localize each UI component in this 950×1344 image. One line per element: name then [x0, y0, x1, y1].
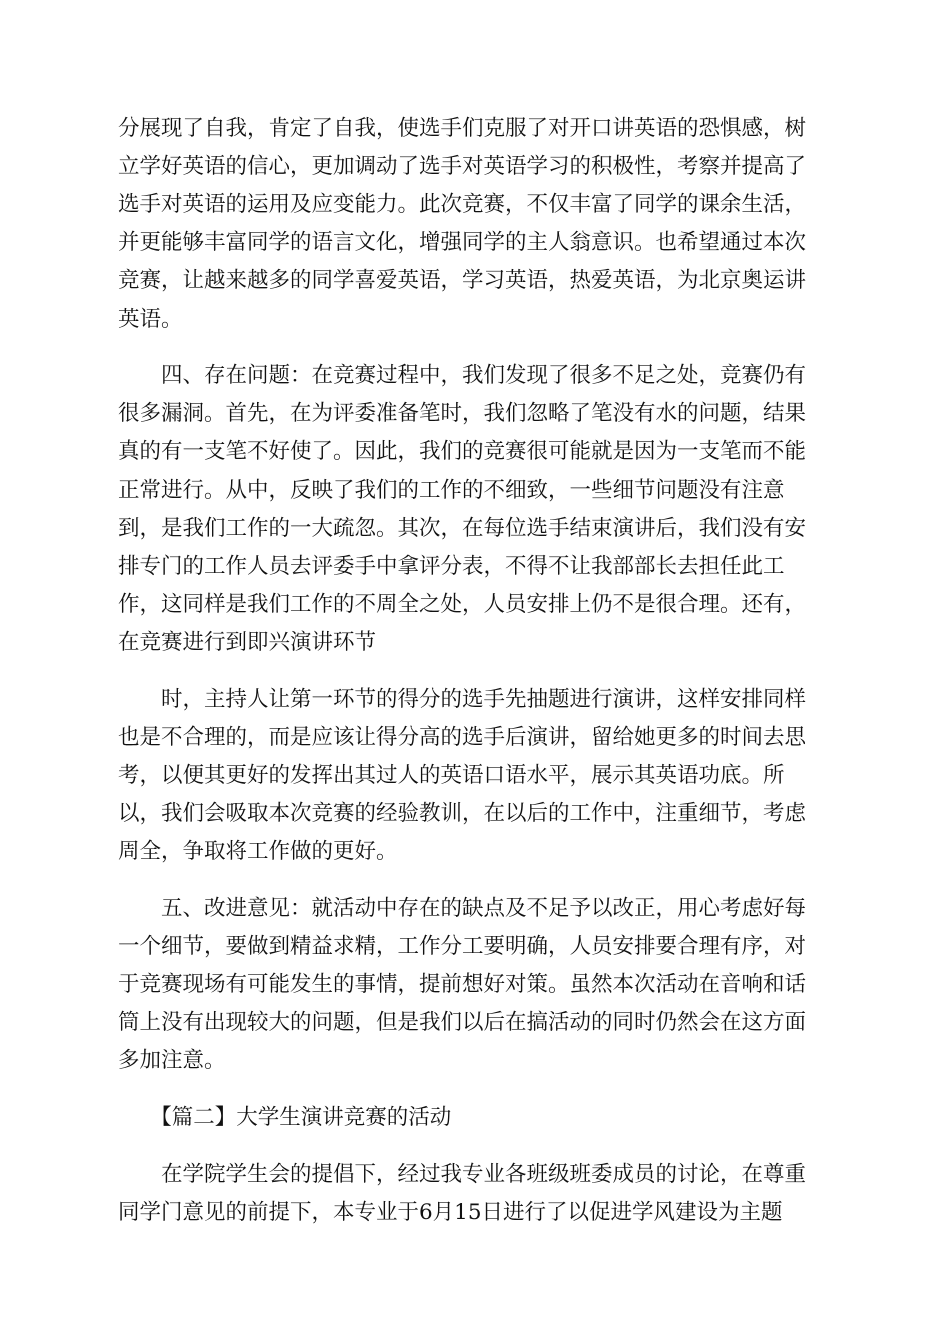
text-line: 筒上没有出现较大的问题，但是我们以后在搞活动的同时仍然会在这方面 [118, 1010, 807, 1035]
text-line: 于竞赛现场有可能发生的事情，提前想好对策。虽然本次活动在音响和话 [118, 972, 807, 997]
text-line: 很多漏洞。首先，在为评委准备笔时，我们忽略了笔没有水的问题，结果 [118, 401, 807, 426]
text-line: 在学院学生会的提倡下，经过我专业各班级班委成员的讨论，在尊重 [118, 1162, 807, 1187]
text-line: 立学好英语的信心，更加调动了选手对英语学习的积极性，考察并提高了 [118, 154, 807, 179]
text-line: 分展现了自我，肯定了自我，使选手们克服了对开口讲英语的恐惧感，树 [118, 116, 807, 141]
text-line: 竞赛，让越来越多的同学喜爱英语，学习英语，热爱英语，为北京奥运讲 [118, 268, 807, 293]
text-line: 考，以便其更好的发挥出其过人的英语口语水平，展示其英语功底。所 [118, 763, 785, 788]
text-line: 周全，争取将工作做的更好。 [118, 839, 398, 864]
text-line: 并更能够丰富同学的语言文化，增强同学的主人翁意识。也希望通过本次 [118, 230, 807, 255]
text-line: 英语。 [118, 307, 183, 332]
text-line: 五、改进意见：就活动中存在的缺点及不足予以改正，用心考虑好每 [118, 896, 807, 921]
text-line: 也是不合理的，而是应该让得分高的选手后演讲，留给她更多的时间去思 [118, 725, 807, 750]
text-line: 四、存在问题：在竞赛过程中，我们发现了很多不足之处，竞赛仍有 [118, 363, 807, 388]
text-line: 正常进行。从中，反映了我们的工作的不细致，一些细节问题没有注意 [118, 478, 785, 503]
text-line: 到，是我们工作的一大疏忽。其次，在每位选手结束演讲后，我们没有安 [118, 516, 807, 541]
section-heading: 【篇二】大学生演讲竞赛的活动 [118, 1105, 452, 1130]
text-line: 多加注意。 [118, 1048, 226, 1073]
text-line: 排专门的工作人员去评委手中拿评分表，不得不让我部部长去担任此工 [118, 554, 785, 579]
text-line: 在竞赛进行到即兴演讲环节 [118, 630, 377, 655]
text-line: 真的有一支笔不好使了。因此，我们的竞赛很可能就是因为一支笔而不能 [118, 439, 807, 464]
text-line: 作，这同样是我们工作的不周全之处，人员安排上仍不是很合理。还有， [118, 592, 807, 617]
text-line: 以，我们会吸取本次竞赛的经验教训，在以后的工作中，注重细节，考虑 [118, 801, 807, 826]
text-line: 时，主持人让第一环节的得分的选手先抽题进行演讲，这样安排同样 [118, 687, 807, 712]
text-line: 同学门意见的前提下，本专业于6月15日进行了以促进学风建设为主题 [118, 1200, 783, 1225]
text-line: 选手对英语的运用及应变能力。此次竞赛，不仅丰富了同学的课余生活， [118, 192, 807, 217]
text-line: 一个细节，要做到精益求精，工作分工要明确，人员安排要合理有序，对 [118, 934, 807, 959]
